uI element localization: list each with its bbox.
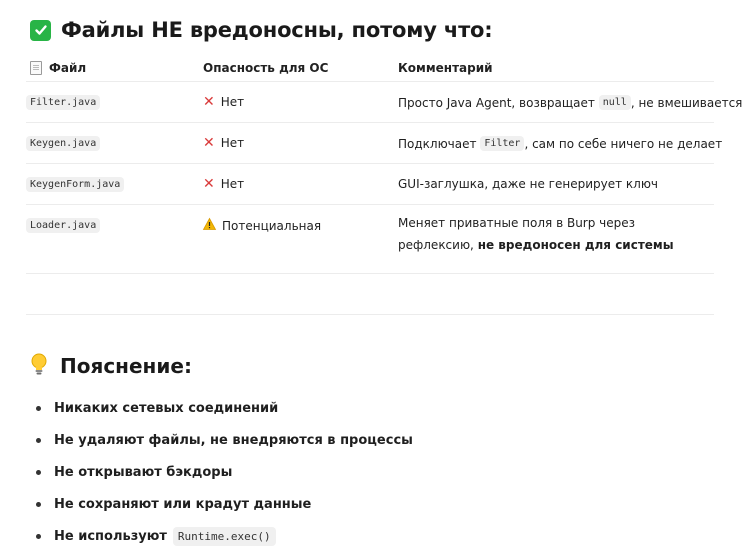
column-header-comment: Комментарий bbox=[398, 61, 493, 75]
danger-value: Потенциальная bbox=[222, 218, 322, 233]
file-name: KeygenForm.java bbox=[26, 177, 124, 192]
divider bbox=[26, 314, 714, 315]
red-x-icon: ✕ bbox=[203, 135, 215, 151]
comment-cell: Меняет приватные поля в Burp через рефлексию, не вредоносен для системы bbox=[398, 216, 674, 252]
table-header bbox=[26, 56, 714, 82]
inline-code: null bbox=[599, 95, 631, 110]
list-item: Не используют Runtime.exec() bbox=[34, 520, 413, 552]
table-row bbox=[26, 123, 723, 164]
light-bulb-icon bbox=[30, 353, 48, 380]
list-item: Не открывают бэкдоры bbox=[34, 456, 413, 488]
table-row bbox=[26, 82, 742, 123]
danger-value: Нет bbox=[220, 136, 245, 150]
comment-cell: Просто Java Agent, возвращает null , не вмешивается bbox=[398, 95, 742, 110]
files-table bbox=[26, 56, 742, 274]
file-name: Keygen.java bbox=[26, 136, 100, 151]
inline-code: Runtime.exec() bbox=[173, 527, 276, 546]
list-item: Не удаляют файлы, не внедряются в процессы bbox=[34, 424, 413, 456]
danger-value: Нет bbox=[220, 95, 245, 109]
warning-icon bbox=[203, 218, 216, 233]
explanation-title: Пояснение: bbox=[30, 352, 192, 380]
list-item: Никаких сетевых соединений bbox=[34, 392, 413, 424]
red-x-icon: ✕ bbox=[203, 176, 215, 192]
explanation-list bbox=[34, 392, 413, 552]
section-title-text: Файлы НЕ вредоносны, потому что: bbox=[61, 18, 493, 42]
inline-code: Filter bbox=[480, 136, 524, 151]
file-name: Filter.java bbox=[26, 95, 100, 110]
table-row bbox=[26, 205, 714, 274]
danger-value: Нет bbox=[220, 177, 245, 191]
table-row bbox=[26, 164, 714, 205]
column-header-danger: Опасность для ОС bbox=[203, 61, 329, 75]
column-header-file: Файл bbox=[26, 61, 86, 75]
list-item: Не сохраняют или крадут данные bbox=[34, 488, 413, 520]
comment-cell: GUI-заглушка, даже не генерирует ключ bbox=[398, 177, 659, 191]
section-title bbox=[30, 14, 492, 46]
file-name: Loader.java bbox=[26, 218, 100, 233]
red-x-icon: ✕ bbox=[203, 94, 215, 110]
document-icon bbox=[30, 61, 42, 75]
comment-cell: Подключает Filter , сам по себе ничего не делает bbox=[398, 136, 723, 151]
check-box-icon bbox=[30, 20, 51, 41]
